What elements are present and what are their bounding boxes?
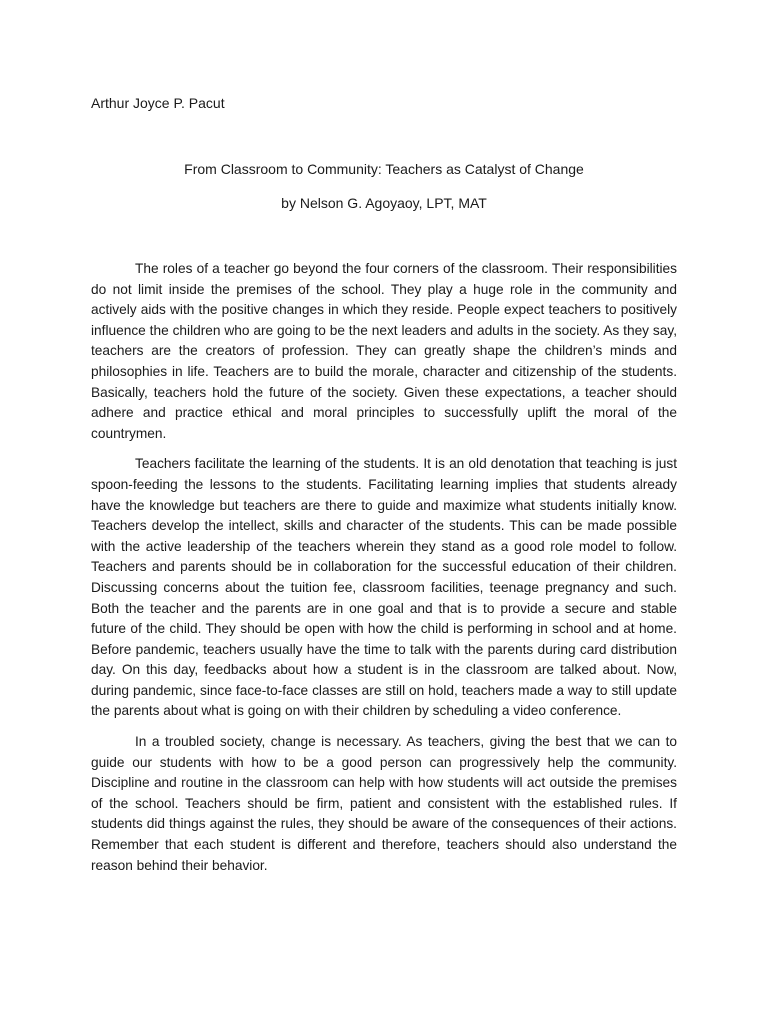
paragraph-2: Teachers facilitate the learning of the students. It is an old denotation that teaching is just spoon-feeding the lessons to the students. Facilitating learning implies that students already have the knowledge but teachers are there to guide and maximize what students initially know. Teachers develop the intellect, skills and character of the students. This can be made possible with the active leadership of the teachers wherein they stand as a good role model to follow. Teachers and parents should be in collaboration for the successful education of their children. Discussing concerns about the tuition fee, classroom facilities, teenage pregnancy and such. Both the teacher and the parents are in one goal and that is to provide a secure and stable future of the child. They should be open with how the child is performing in school and at home. Before pandemic, teachers usually have the time to talk with the parents during card distribution day. On this day, feedbacks about how a student is in the classroom are talked about. Now, during pandemic, since face-to-face classes are still on hold, teachers made a way to still update the parents about what is going on with their children by scheduling a video conference. [91, 456, 677, 719]
author-name: Arthur Joyce P. Pacut [91, 95, 225, 111]
document-body [91, 259, 677, 886]
document-title: From Classroom to Community: Teachers as Catalyst of Change [184, 161, 584, 177]
paragraph-3: In a troubled society, change is necessary. As teachers, giving the best that we can to guide our students with how to be a good person can progressively help the community. Discipline and routine in the classroom can help with how students will act outside the premises of the school. Teachers should be firm, patient and consistent with the established rules. If students did things against the rules, they should be aware of the consequences of their actions. Remember that each student is different and therefore, teachers should also understand the reason behind their behavior. [91, 734, 677, 873]
paragraph-1: The roles of a teacher go beyond the four corners of the classroom. Their responsibilities do not limit inside the premises of the school. They play a huge role in the community and actively aids with the positive changes in which they reside. People expect teachers to positively influence the children who are going to be the next leaders and adults in the society. As they say, teachers are the creators of profession. They can greatly shape the children’s minds and philosophies in life. Teachers are to build the morale, character and citizenship of the students. Basically, teachers hold the future of the society. Given these expectations, a teacher should adhere and practice ethical and moral principles to successfully uplift the moral of the countrymen. [91, 261, 677, 441]
document-byline: by Nelson G. Agoyaoy, LPT, MAT [281, 195, 487, 211]
